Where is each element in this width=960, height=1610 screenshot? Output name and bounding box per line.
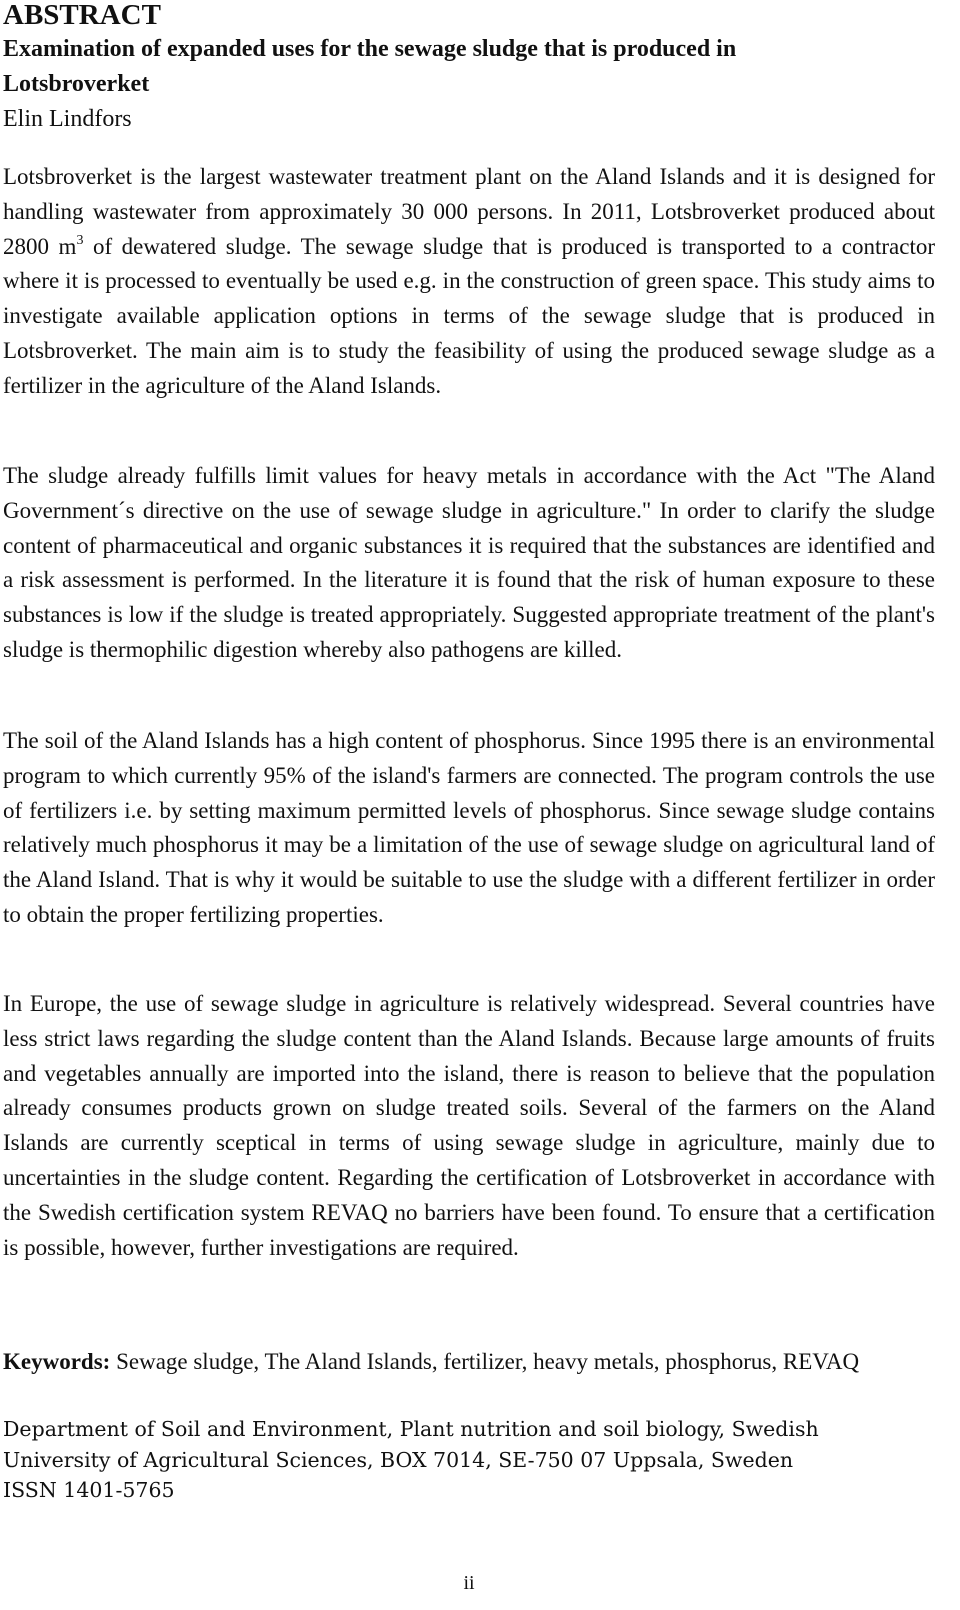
abstract-paragraph-2: The sludge already fulfills limit values for heavy metals in accordance with the Act "The Aland Government´s directive on the use of sewage sludge in agriculture." In order to clarify the sludge content of pharmaceutical and organic substances it is required that the substances are identified and a risk assessment is performed. In the literature it is found that the risk of human exposure to these substances is low if the sludge is treated appropriately. Suggested appropriate treatment of the plant's sludge is thermophilic digestion whereby also pathogens are killed.: [3, 463, 935, 662]
thesis-title: [3, 32, 935, 102]
issn: ISSN 1401-5765: [3, 1478, 175, 1502]
abstract-paragraph-1: [3, 160, 935, 404]
keywords: [3, 1345, 935, 1380]
abstract-page: [3, 0, 935, 1594]
abstract-heading: ABSTRACT: [3, 0, 161, 31]
thesis-title-line-2: Lotsbroverket: [3, 71, 150, 97]
department-line-2: University of Agricultural Sciences, BOX 7014, SE-750 07 Uppsala, Sweden: [3, 1447, 794, 1472]
paragraph-1-text-end: of dewatered sludge. The sewage sludge that is produced is transported to a contractor where it is processed to eventually be used e.g. in the construction of green space. This study aims to investigate available application options in terms of the sewage sludge that is produced in Lotsbroverket. The main aim is to study the feasibility of using the produced sewage sludge as a fertilizer in the agriculture of the Aland Islands.: [3, 233, 935, 398]
keywords-label: Keywords:: [3, 1349, 111, 1374]
paragraph-1-text-start: Lotsbroverket is the largest wastewater treatment plant on the Aland Islands and it is designed for handling wastewater from approximately 30 000 persons. In 2011, Lotsbroverket produced about 2800 m: [3, 164, 935, 259]
abstract-paragraph-3: The soil of the Aland Islands has a high content of phosphorus. Since 1995 there is an environmental program to which currently 95% of the island's farmers are connected. The program controls the use of fertilizers i.e. by setting maximum permitted levels of phosphorus. Since sewage sludge contains relatively much phosphorus it may be a limitation of the use of sewage sludge on agricultural land of the Aland Island. That is why it would be suitable to use the sludge with a different fertilizer in order to obtain the proper fertilizing properties.: [3, 728, 935, 927]
thesis-title-line-1: Examination of expanded uses for the sewage sludge that is produced in: [3, 36, 737, 62]
abstract-paragraph-4: In Europe, the use of sewage sludge in agriculture is relatively widespread. Several countries have less strict laws regarding the sludge content than the Aland Islands. Because large amounts of fruits and vegetables annually are imported into the island, there is reason to believe that the population already consumes products grown on sludge treated soils. Several of the farmers on the Aland Islands are currently sceptical in terms of using sewage sludge in agriculture, mainly due to uncertainties in the sludge content. Regarding the certification of Lotsbroverket in accordance with the Swedish certification system REVAQ no barriers have been found. To ensure that a certification is possible, however, further investigations are required.: [3, 991, 935, 1260]
department-info: [3, 1414, 935, 1506]
cubic-superscript: 3: [76, 232, 84, 248]
department-line-1: Department of Soil and Environment, Plant nutrition and soil biology, Swedish: [3, 1417, 819, 1441]
keywords-list: Sewage sludge, The Aland Islands, fertilizer, heavy metals, phosphorus, REVAQ: [110, 1349, 860, 1374]
author-name: Elin Lindfors: [3, 106, 132, 132]
page-number: ii: [463, 1572, 475, 1594]
